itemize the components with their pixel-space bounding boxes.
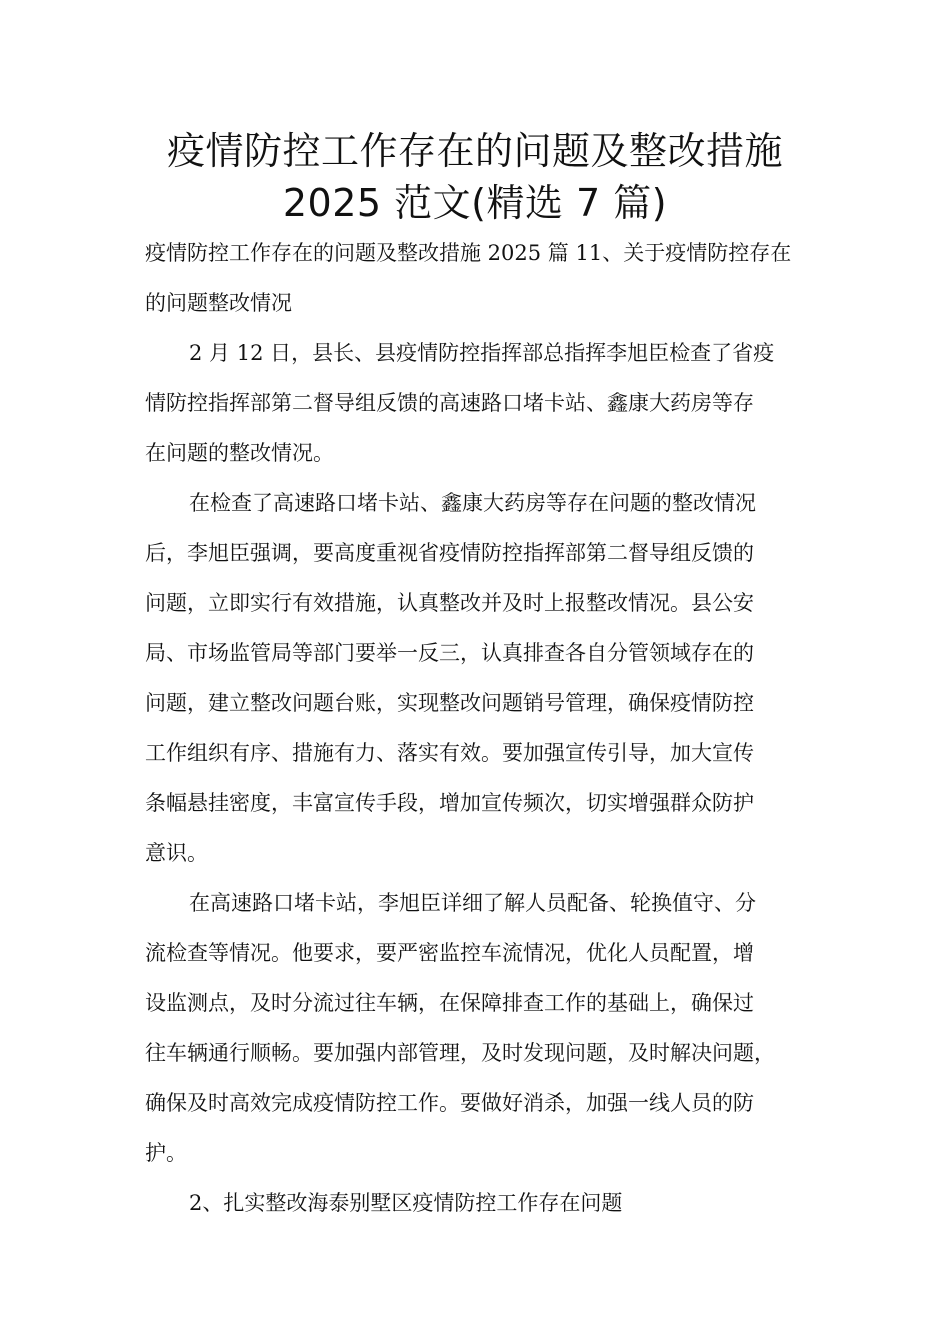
body-line: 问题，立即实行有效措施，认真整改并及时上报整改情况。县公安 xyxy=(145,591,754,615)
body-line: 护。 xyxy=(145,1141,187,1165)
document-title xyxy=(0,125,950,229)
body-line: 流检查等情况。他要求，要严密监控车流情况，优化人员配置，增 xyxy=(145,941,754,965)
body-line: 确保及时高效完成疫情防控工作。要做好消杀，加强一线人员的防 xyxy=(145,1091,754,1115)
body-line: 条幅悬挂密度，丰富宣传手段，增加宣传频次，切实增强群众防护 xyxy=(145,791,754,815)
paragraph-start-line: 在检查了高速路口堵卡站、鑫康大药房等存在问题的整改情况 xyxy=(189,491,756,515)
body-line: 局、市场监管局等部门要举一反三，认真排查各自分管领域存在的 xyxy=(145,641,754,665)
section-heading-line: 2、扎实整改海泰别墅区疫情防控工作存在问题 xyxy=(189,1191,623,1215)
title-line-1: 疫情防控工作存在的问题及整改措施 xyxy=(166,129,783,173)
body-line: 疫情防控工作存在的问题及整改措施 2025 篇 11、关于疫情防控存在 xyxy=(145,241,792,265)
body-line: 问题，建立整改问题台账，实现整改问题销号管理，确保疫情防控 xyxy=(145,691,754,715)
body-line: 的问题整改情况 xyxy=(145,291,292,315)
paragraph-start-line: 在高速路口堵卡站，李旭臣详细了解人员配备、轮换值守、分 xyxy=(189,891,756,915)
title-line-2: 2025 范文(精选 7 篇) xyxy=(282,181,668,225)
body-line: 后，李旭臣强调，要高度重视省疫情防控指挥部第二督导组反馈的 xyxy=(145,541,754,565)
body-line: 情防控指挥部第二督导组反馈的高速路口堵卡站、鑫康大药房等存 xyxy=(145,391,754,415)
body-line: 往车辆通行顺畅。要加强内部管理，及时发现问题，及时解决问题， xyxy=(145,1041,775,1065)
document-body xyxy=(145,228,810,1228)
body-line: 工作组织有序、措施有力、落实有效。要加强宣传引导，加大宣传 xyxy=(145,741,754,765)
paragraph-start-line: 2 月 12 日，县长、县疫情防控指挥部总指挥李旭臣检查了省疫 xyxy=(189,341,775,365)
body-line: 在问题的整改情况。 xyxy=(145,441,334,465)
body-line: 设监测点，及时分流过往车辆，在保障排查工作的基础上，确保过 xyxy=(145,991,754,1015)
body-line: 意识。 xyxy=(145,841,208,865)
